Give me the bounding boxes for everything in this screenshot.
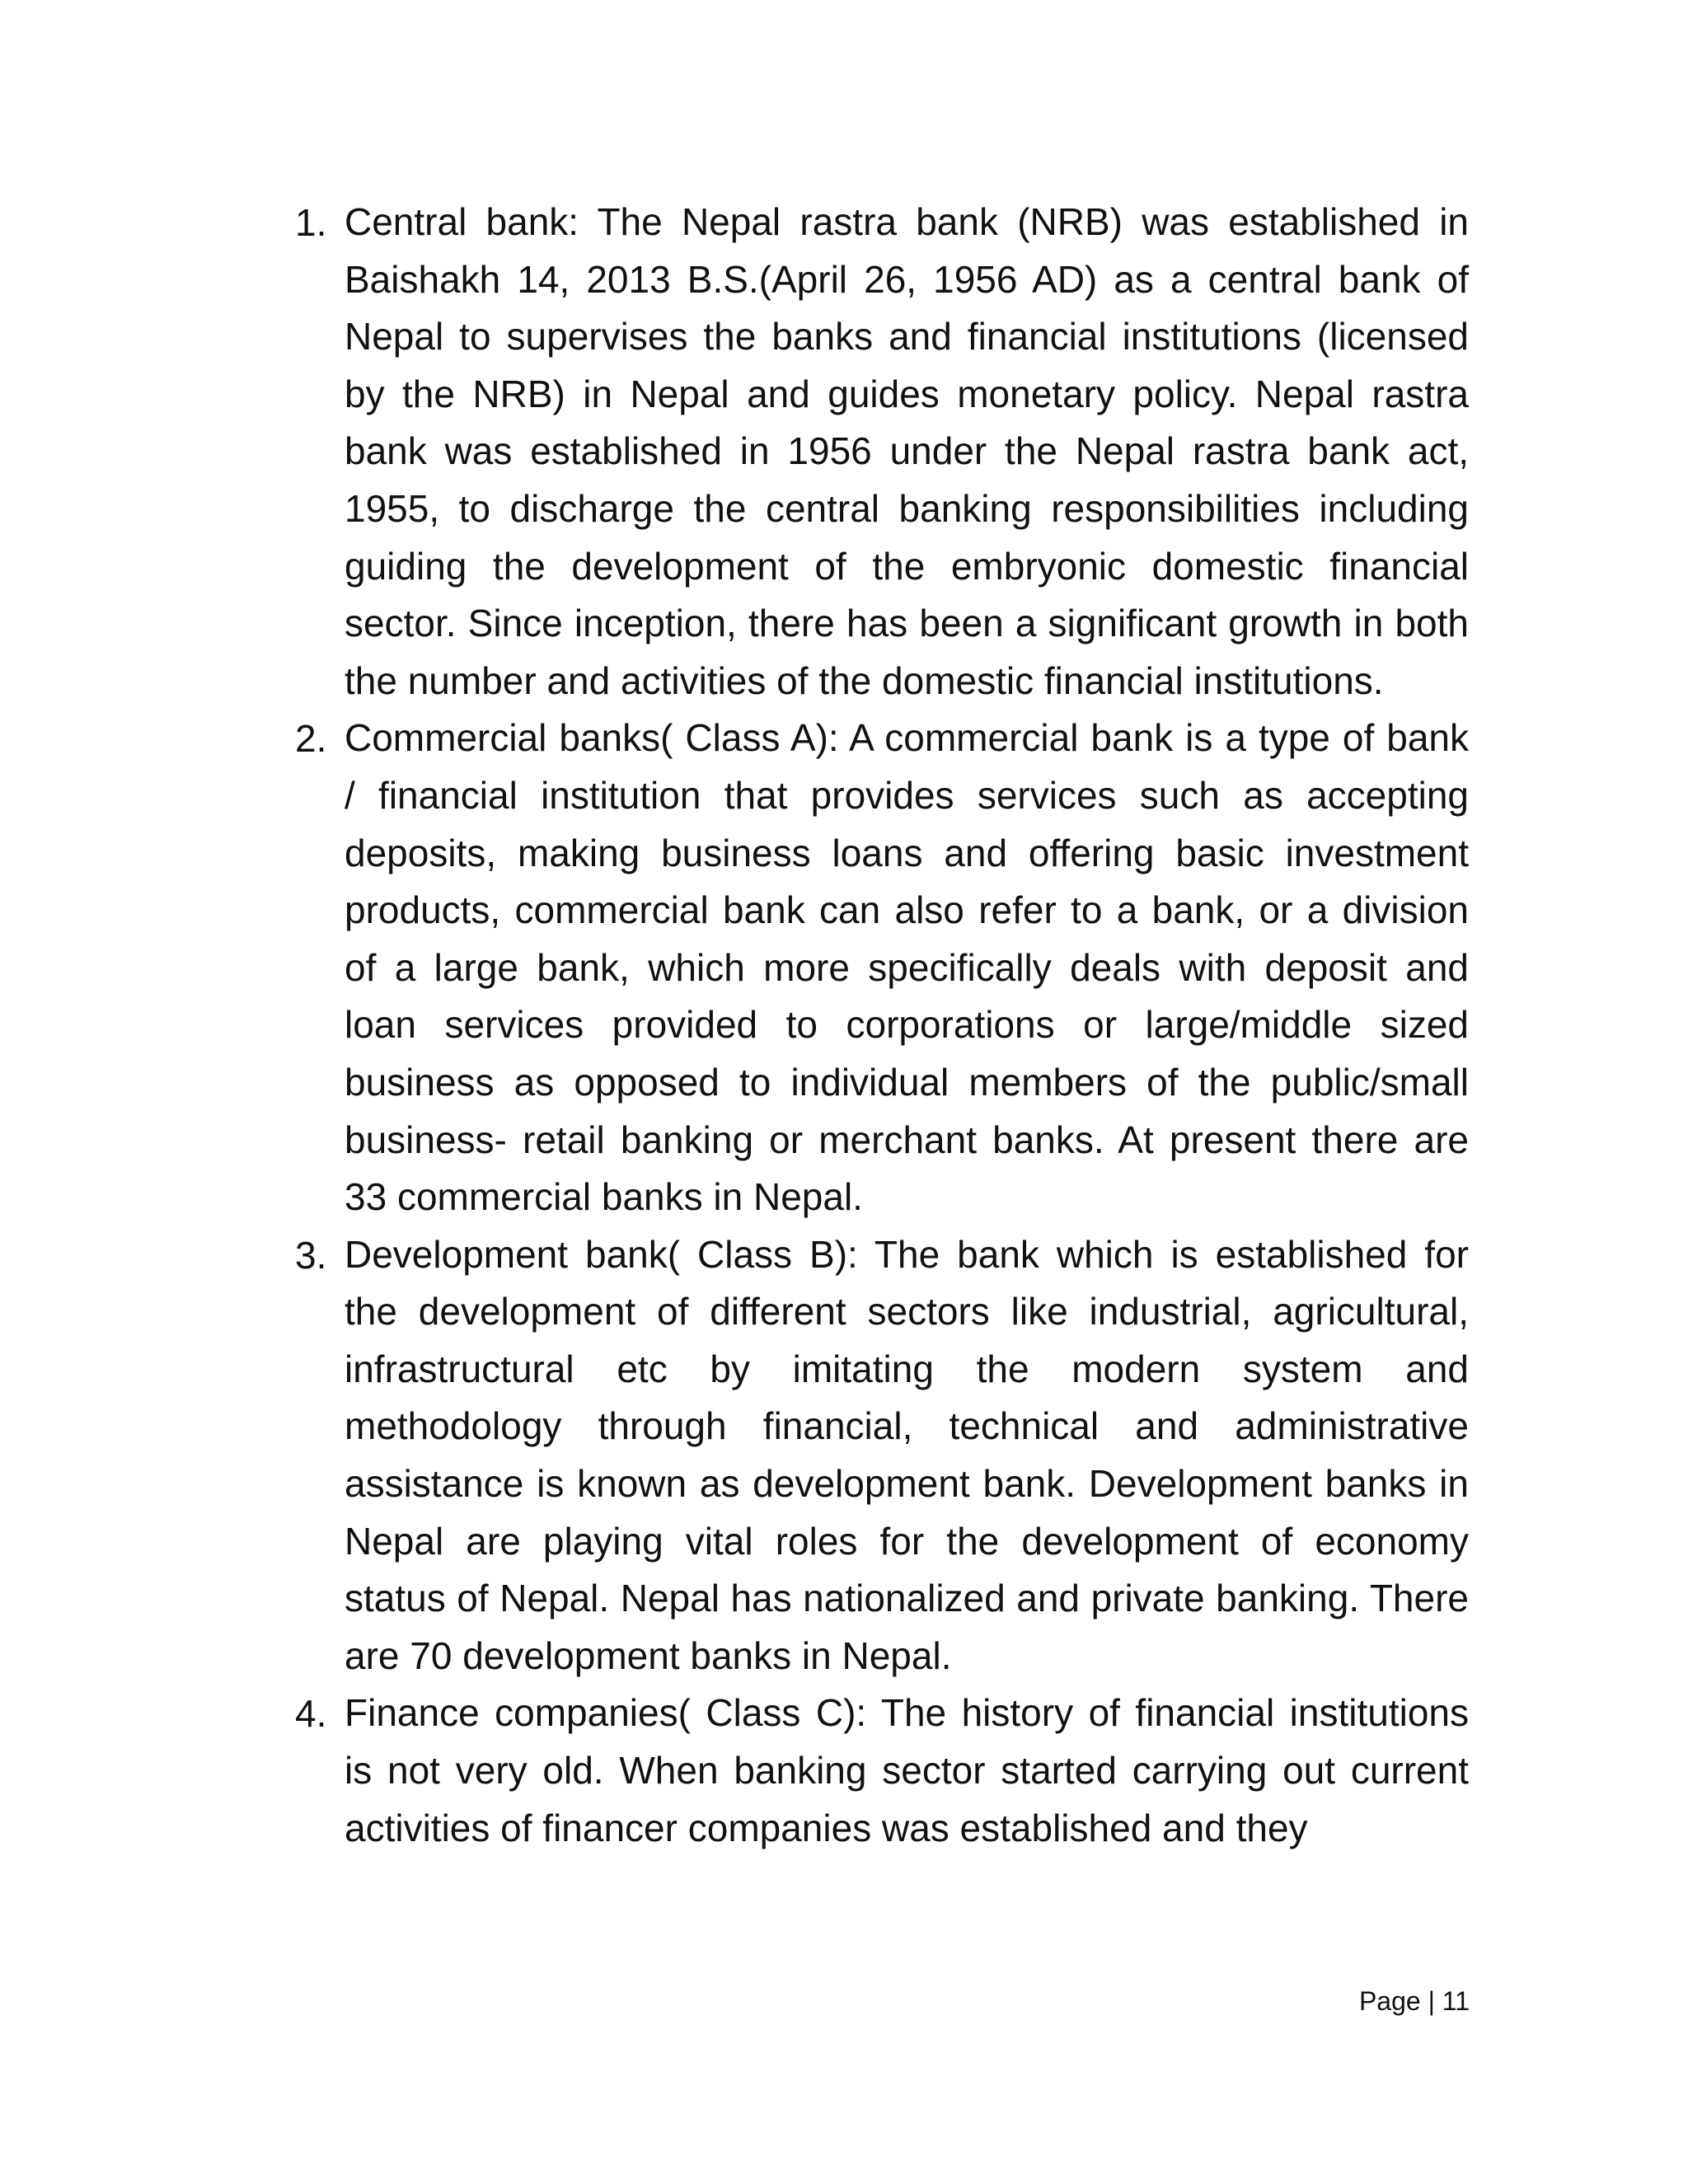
list-item-finance-companies — [288, 1685, 1469, 1857]
list-text: Central bank: The Nepal rastra bank (NRB) was established in Baishakh 14, 2013 B.S.(April 26, 1956 AD) as a central bank of Nepal to supervises the banks and financial institutions (licensed by the NRB) in Nepal and guides monetary policy. Nepal rastra bank was established in 1956 under the Nepal rastra bank act, 1955, to discharge the central banking responsibilities including guiding the development of the embryonic domestic financial sector. Since inception, there has been a significant growth in both the number and activities of the domestic financial institutions. — [345, 200, 1469, 702]
list-number: 3. — [295, 1233, 327, 1277]
page-number: Page | 11 — [1358, 1986, 1470, 2016]
list-item-commercial-banks — [288, 710, 1469, 1226]
list-number: 1. — [295, 201, 327, 244]
list-text: Finance companies( Class C): The history of financial institutions is not very old. When banking sector started carrying out current activities of financer companies was established and they — [345, 1691, 1469, 1849]
list-item-development-bank — [288, 1226, 1469, 1685]
numbered-list — [288, 194, 1469, 1857]
list-text: Commercial banks( Class A): A commercial bank is a type of bank / financial institution that provides services such as accepting deposits, making business loans and offering basic investment products, commercial bank can also refer to a bank, or a division of a large bank, which more specifically deals with deposit and loan services provided to corporations or large/middle sized business as opposed to individual members of the public/small business- retail banking or merchant banks. At present there are 33 commercial banks in Nepal. — [345, 716, 1469, 1219]
list-number: 4. — [295, 1692, 327, 1736]
page-content — [288, 194, 1469, 1857]
list-text: Development bank( Class B): The bank which is established for the development of different sectors like industrial, agricultural, infrastructural etc by imitating the modern system and methodology through financial, technical and administrative assistance is known as development bank. Development banks in Nepal are playing vital roles for the development of economy status of Nepal. Nepal has nationalized and private banking. There are 70 development banks in Nepal. — [345, 1232, 1469, 1677]
list-number: 2. — [295, 717, 327, 761]
list-item-central-bank — [288, 194, 1469, 710]
